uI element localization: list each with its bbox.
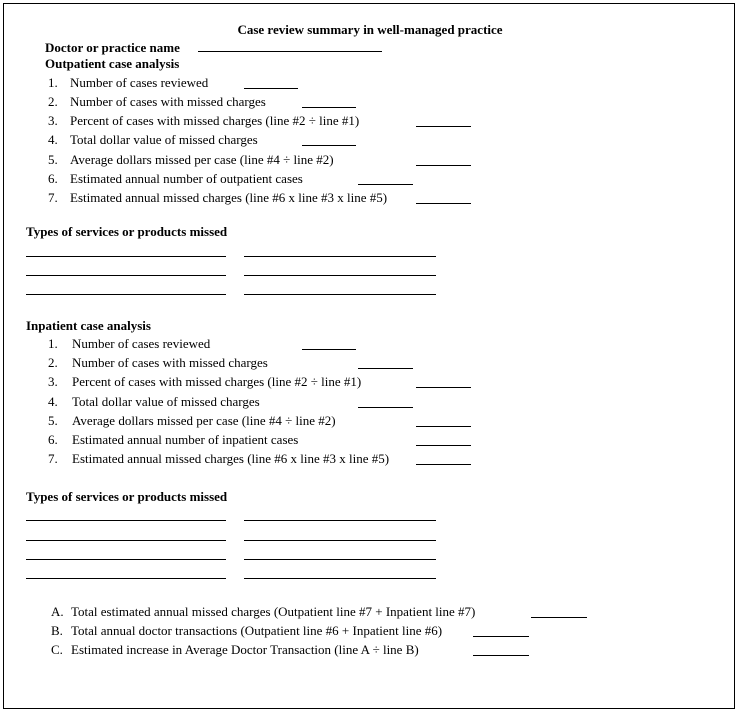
inpatient-item-label: Total dollar value of missed charges: [72, 394, 260, 409]
outpatient-item-label: Average dollars missed per case (line #4 ÷ line #2): [70, 152, 334, 167]
inpatient-item-4-field[interactable]: [358, 407, 413, 408]
inpatient-heading: Inpatient case analysis: [26, 318, 151, 333]
inpatient-item-number: 7.: [48, 451, 58, 466]
total-item-label: Estimated increase in Average Doctor Transaction (line A ÷ line B): [71, 642, 419, 657]
outpatient-heading: Outpatient case analysis: [45, 56, 180, 71]
outpatient-item-5-field[interactable]: [416, 165, 471, 166]
types-missed-line[interactable]: [26, 559, 226, 560]
doctor-name-field[interactable]: [198, 51, 382, 52]
inpatient-item-number: 5.: [48, 413, 58, 428]
outpatient-item-7-field[interactable]: [416, 203, 471, 204]
inpatient-item-number: 2.: [48, 355, 58, 370]
outpatient-item-4-field[interactable]: [302, 145, 356, 146]
total-item-letter: C.: [51, 642, 63, 657]
outpatient-item-1-field[interactable]: [244, 88, 298, 89]
total-item-label: Total estimated annual missed charges (Outpatient line #7 + Inpatient line #7): [71, 604, 476, 619]
inpatient-item-label: Number of cases reviewed: [72, 336, 211, 351]
outpatient-item-label: Percent of cases with missed charges (line #2 ÷ line #1): [70, 113, 360, 128]
outpatient-item-label: Number of cases reviewed: [70, 75, 209, 90]
total-item-c-field[interactable]: [473, 655, 529, 656]
types-missed-line[interactable]: [244, 520, 436, 521]
inpatient-item-1-field[interactable]: [302, 349, 356, 350]
inpatient-item-label: Average dollars missed per case (line #4 ÷ line #2): [72, 413, 336, 428]
inpatient-item-5-field[interactable]: [416, 426, 471, 427]
types-missed-line[interactable]: [244, 578, 436, 579]
outpatient-item-number: 1.: [48, 75, 58, 90]
outpatient-item-number: 6.: [48, 171, 58, 186]
outpatient-item-6-field[interactable]: [358, 184, 413, 185]
total-item-label: Total annual doctor transactions (Outpatient line #6 + Inpatient line #6): [71, 623, 443, 638]
types-missed-line[interactable]: [26, 540, 226, 541]
inpatient-item-2-field[interactable]: [358, 368, 413, 369]
types-missed-heading: Types of services or products missed: [26, 224, 228, 239]
inpatient-item-7-field[interactable]: [416, 464, 471, 465]
types-missed-line[interactable]: [244, 256, 436, 257]
types-missed-line[interactable]: [26, 578, 226, 579]
types-missed-line[interactable]: [244, 275, 436, 276]
outpatient-item-3-field[interactable]: [416, 126, 471, 127]
types-missed-line[interactable]: [26, 275, 226, 276]
outpatient-item-number: 7.: [48, 190, 58, 205]
inpatient-item-number: 4.: [48, 394, 58, 409]
outpatient-item-number: 2.: [48, 94, 58, 109]
total-item-letter: B.: [51, 623, 63, 638]
outpatient-item-label: Number of cases with missed charges: [70, 94, 266, 109]
outpatient-item-label: Estimated annual number of outpatient cases: [70, 171, 303, 186]
total-item-letter: A.: [51, 604, 64, 619]
types-missed-line[interactable]: [26, 294, 226, 295]
form-title: Case review summary in well-managed practice: [237, 22, 503, 37]
inpatient-item-6-field[interactable]: [416, 445, 471, 446]
total-item-a-field[interactable]: [531, 617, 587, 618]
outpatient-item-2-field[interactable]: [302, 107, 356, 108]
outpatient-item-number: 3.: [48, 113, 58, 128]
inpatient-item-number: 3.: [48, 374, 58, 389]
outpatient-item-number: 4.: [48, 132, 58, 147]
outpatient-item-number: 5.: [48, 152, 58, 167]
inpatient-item-number: 6.: [48, 432, 58, 447]
outpatient-item-label: Total dollar value of missed charges: [70, 132, 258, 147]
inpatient-item-3-field[interactable]: [416, 387, 471, 388]
inpatient-item-label: Number of cases with missed charges: [72, 355, 268, 370]
inpatient-item-label: Estimated annual missed charges (line #6 x line #3 x line #5): [72, 451, 390, 466]
inpatient-item-number: 1.: [48, 336, 58, 351]
doctor-name-label: Doctor or practice name: [45, 40, 180, 55]
types-missed-line[interactable]: [26, 520, 226, 521]
outpatient-item-label: Estimated annual missed charges (line #6 x line #3 x line #5): [70, 190, 388, 205]
total-item-b-field[interactable]: [473, 636, 529, 637]
inpatient-item-label: Percent of cases with missed charges (line #2 ÷ line #1): [72, 374, 362, 389]
types-missed-heading: Types of services or products missed: [26, 489, 228, 504]
inpatient-item-label: Estimated annual number of inpatient cases: [72, 432, 299, 447]
types-missed-line[interactable]: [244, 294, 436, 295]
types-missed-line[interactable]: [244, 540, 436, 541]
types-missed-line[interactable]: [26, 256, 226, 257]
types-missed-line[interactable]: [244, 559, 436, 560]
